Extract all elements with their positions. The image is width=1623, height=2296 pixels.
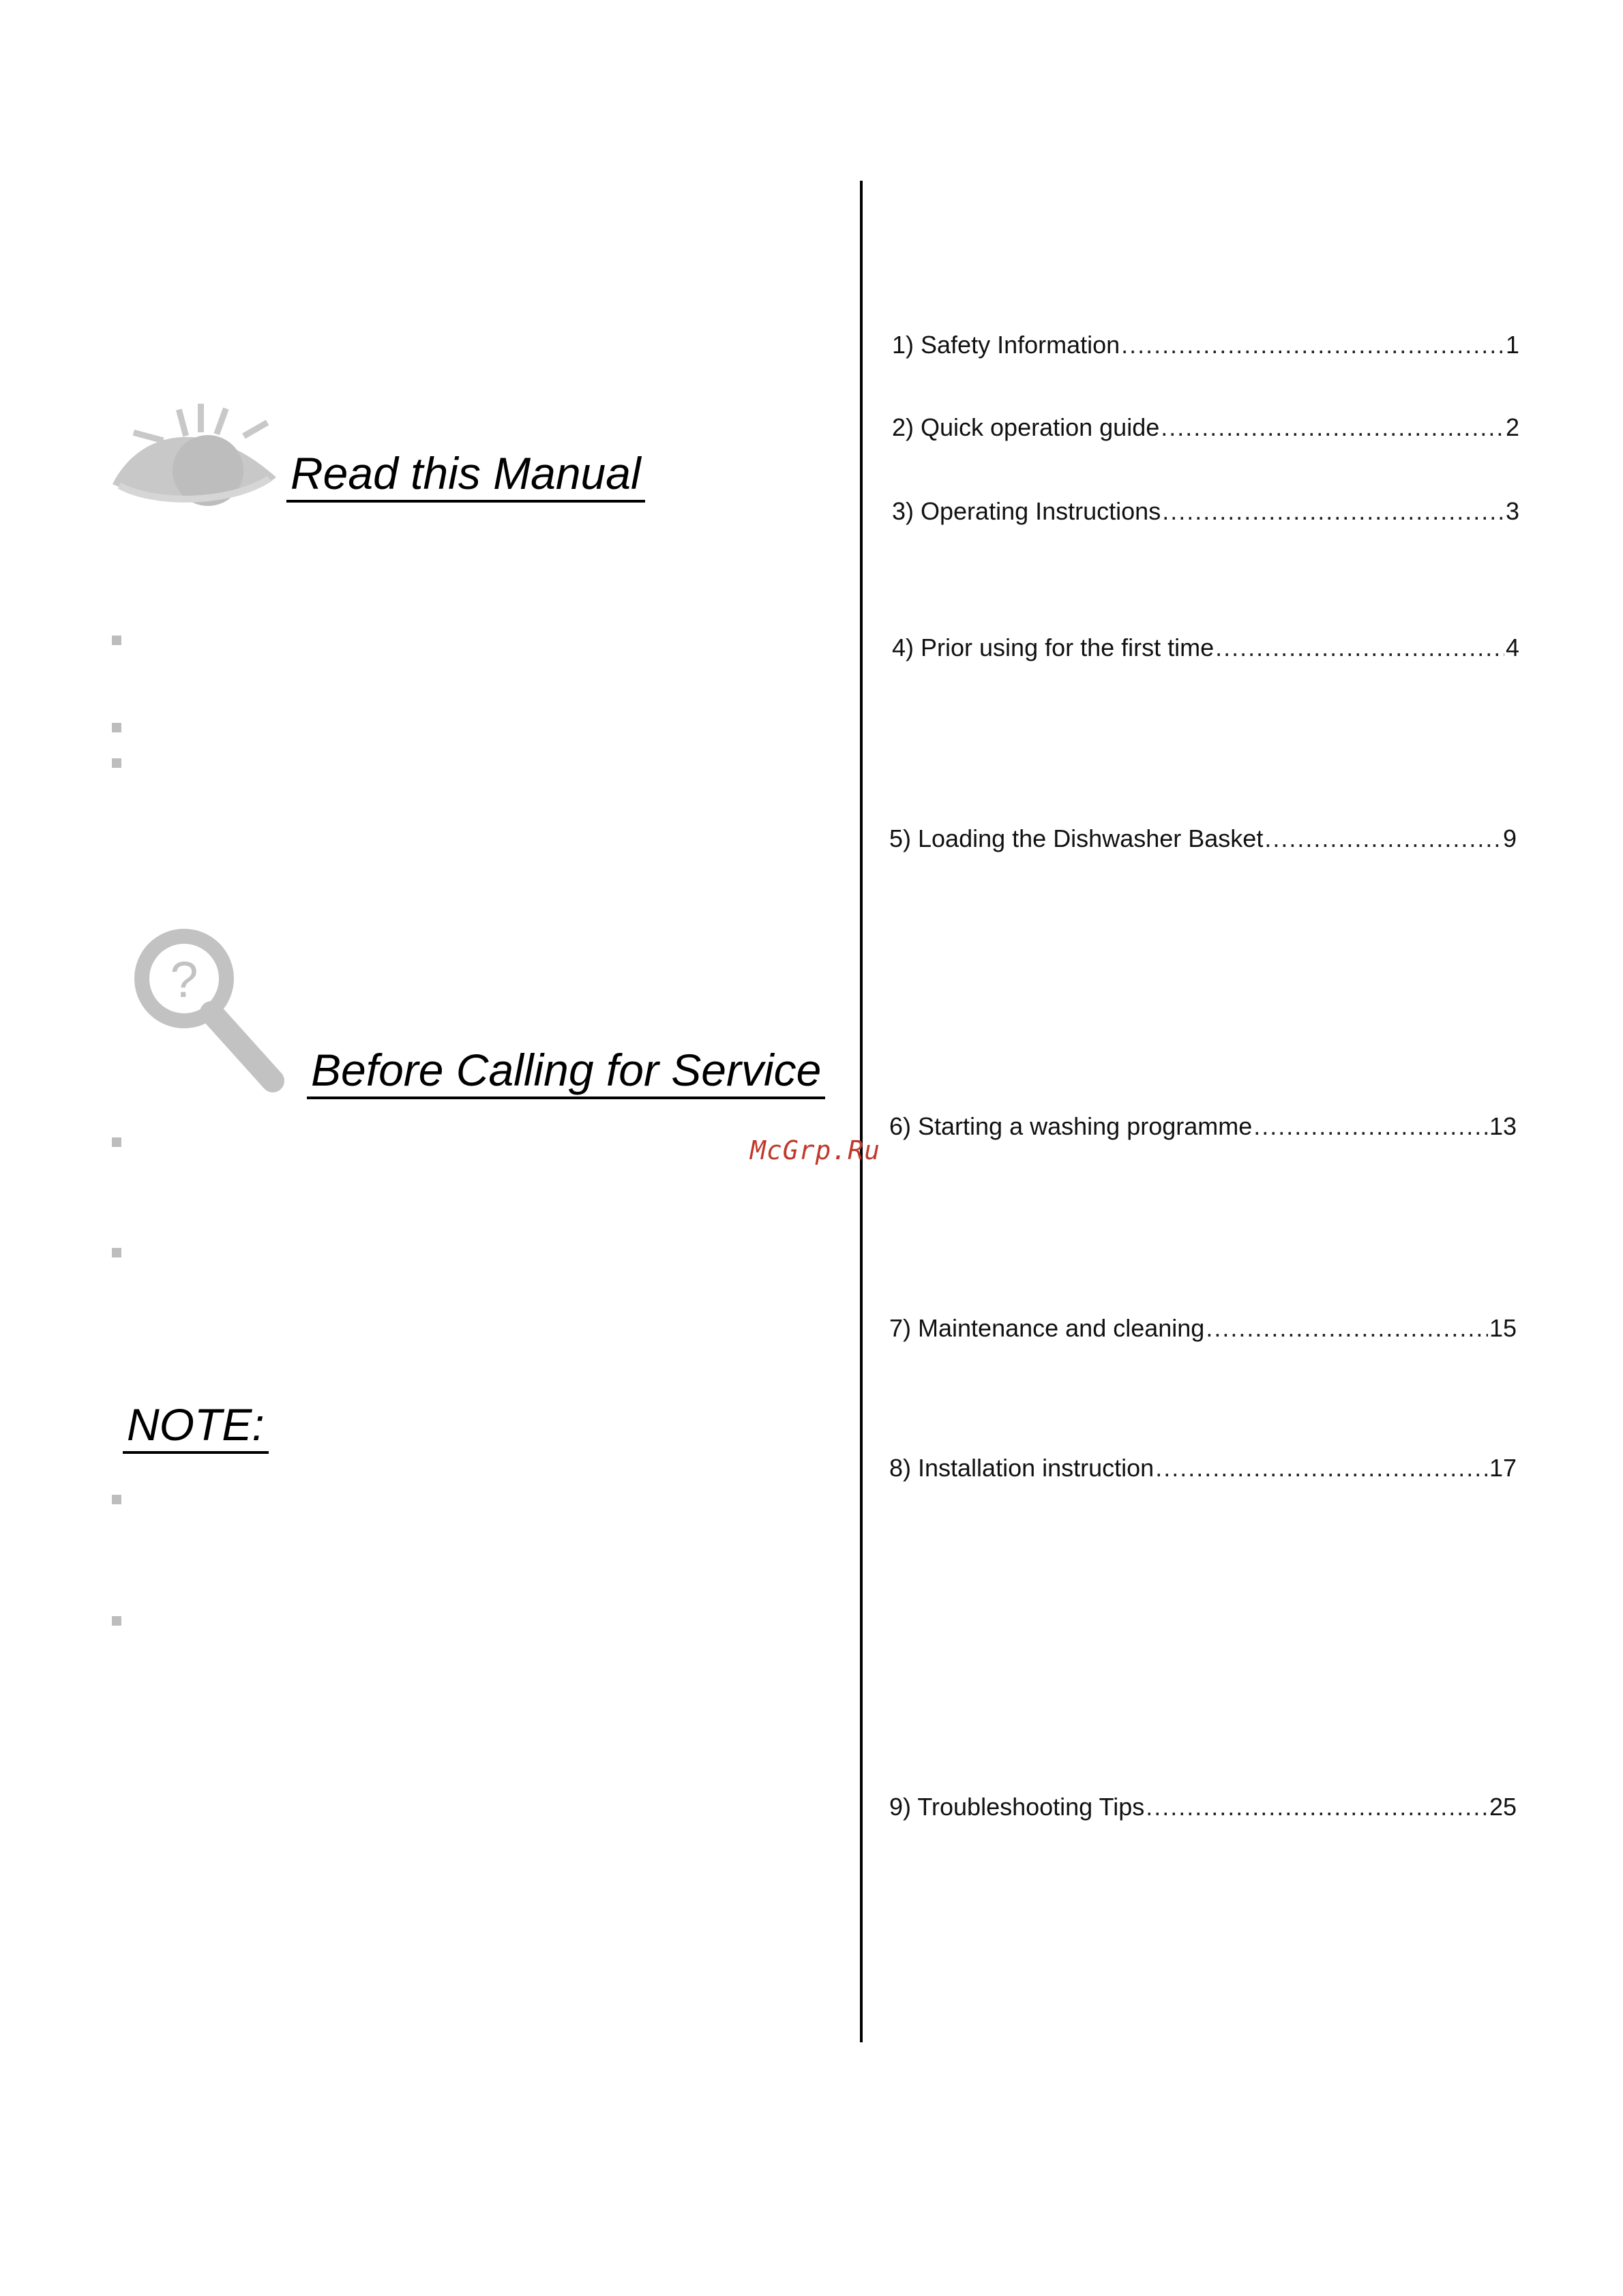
bullet	[112, 758, 121, 768]
toc-entry-label: 2) Quick operation guide	[892, 413, 1160, 441]
toc-entry[interactable]	[892, 634, 1519, 661]
toc-leader-dots	[1162, 498, 1504, 525]
toc-entry-page: 2	[1505, 413, 1519, 441]
svg-text:?: ?	[170, 951, 198, 1008]
toc-leader-dots	[1161, 414, 1504, 441]
bullet	[112, 1616, 121, 1626]
toc-entry-label: 9) Troubleshooting Tips	[889, 1793, 1145, 1821]
toc-entry-page: 17	[1489, 1454, 1517, 1482]
toc-entry-page: 1	[1505, 331, 1519, 359]
toc-entry[interactable]	[889, 825, 1517, 852]
toc-entry-label: 8) Installation instruction	[889, 1454, 1155, 1482]
toc-leader-dots	[1253, 1113, 1488, 1140]
bullet	[112, 636, 121, 645]
toc-leader-dots	[1121, 331, 1504, 359]
bullet	[112, 1137, 121, 1147]
toc-entry[interactable]	[889, 1113, 1517, 1140]
toc-entry-label: 6) Starting a washing programme	[889, 1112, 1253, 1140]
toc-entry-label: 3) Operating Instructions	[892, 497, 1161, 525]
toc-entry[interactable]	[889, 1793, 1517, 1821]
bullet	[112, 723, 121, 732]
toc-entry-label: 1) Safety Information	[892, 331, 1120, 359]
toc-entry[interactable]	[892, 331, 1519, 359]
read-manual-heading: Read this Manual	[286, 450, 645, 503]
toc-leader-dots	[1146, 1793, 1488, 1821]
toc-leader-dots	[1155, 1455, 1488, 1482]
toc-entry-page: 3	[1505, 497, 1519, 525]
column-divider	[860, 181, 863, 2042]
toc-leader-dots	[1206, 1315, 1488, 1342]
note-heading: NOTE:	[123, 1401, 269, 1454]
before-service-heading: Before Calling for Service	[307, 1047, 825, 1099]
toc-entry[interactable]	[892, 414, 1519, 441]
bullet	[112, 1495, 121, 1504]
magnifier-question-icon	[133, 927, 297, 1108]
eye-icon	[106, 402, 283, 522]
toc-entry-page: 15	[1489, 1314, 1517, 1342]
toc-leader-dots	[1215, 634, 1504, 661]
toc-entry-label: 5) Loading the Dishwasher Basket	[889, 824, 1264, 852]
toc-entry-page: 4	[1505, 633, 1519, 661]
bullet	[112, 1248, 121, 1257]
toc-entry-page: 25	[1489, 1793, 1517, 1821]
toc-entry-label: 7) Maintenance and cleaning	[889, 1314, 1205, 1342]
toc-entry-label: 4) Prior using for the first time	[892, 633, 1215, 661]
toc-entry-page: 9	[1502, 824, 1517, 852]
toc-entry[interactable]	[892, 498, 1519, 525]
toc-entry[interactable]	[889, 1315, 1517, 1342]
toc-entry[interactable]	[889, 1455, 1517, 1482]
toc-entry-page: 13	[1489, 1112, 1517, 1140]
watermark-text: McGrp.Ru	[750, 1135, 881, 1165]
toc-leader-dots	[1264, 825, 1502, 852]
